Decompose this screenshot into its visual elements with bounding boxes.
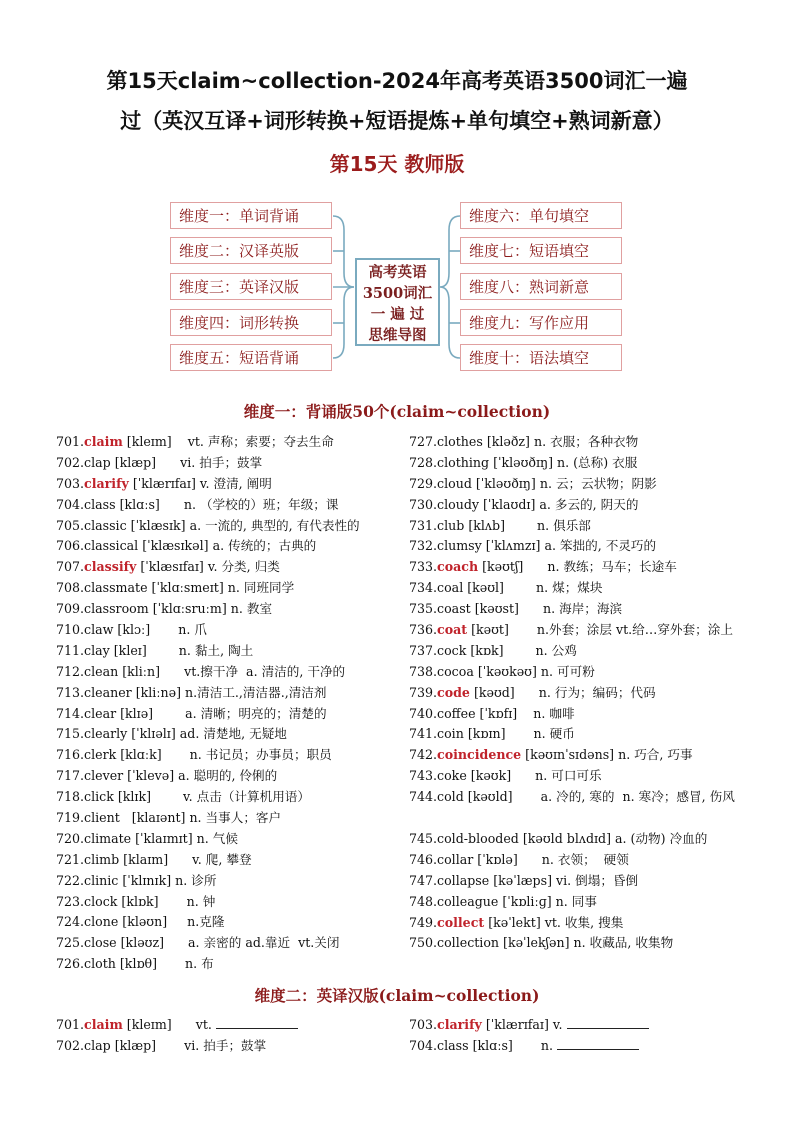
section-2-title: 维度二：英译汉版(claim~collection) bbox=[254, 986, 540, 1005]
entry-number: 719. bbox=[56, 810, 85, 826]
entry-number: 728. bbox=[409, 454, 438, 470]
page-title-line-1: 第15天claim~collection-2024年高考英语3500词汇一遍 bbox=[106, 69, 688, 93]
entry-word: collar bbox=[437, 851, 474, 867]
entry-word: coke bbox=[437, 768, 467, 784]
word-entry bbox=[56, 620, 360, 641]
word-entry bbox=[409, 1035, 649, 1056]
entry-word: coach bbox=[437, 559, 479, 575]
entry-definition: [kliːn] vt.擦干净 a. 清洁的, 干净的 bbox=[118, 663, 346, 679]
word-entry bbox=[409, 599, 741, 620]
entry-definition: [kliːnə] n.清洁工.,清洁器.,清洁剂 bbox=[131, 684, 327, 700]
exercise-list-left bbox=[56, 1014, 298, 1056]
entry-number: 740. bbox=[409, 705, 438, 721]
word-entry bbox=[409, 724, 741, 745]
word-entry bbox=[56, 724, 360, 745]
entry-number: 749. bbox=[409, 914, 438, 930]
word-entry bbox=[56, 954, 360, 975]
entry-number: 703. bbox=[409, 1017, 438, 1032]
entry-number: 709. bbox=[56, 601, 85, 617]
entry-number: 720. bbox=[56, 830, 85, 846]
entry-definition: [ˈklevə] a. 聪明的, 伶俐的 bbox=[123, 768, 278, 784]
word-entry bbox=[56, 516, 360, 537]
word-entry bbox=[409, 871, 741, 892]
entry-word: clean bbox=[84, 663, 119, 679]
entry-definition: [ˈklaʊdɪ] a. 多云的, 阴天的 bbox=[479, 496, 639, 512]
word-entry bbox=[409, 432, 741, 453]
mindmap-item: 维度八：熟词新意 bbox=[460, 273, 622, 300]
word-entry bbox=[56, 453, 360, 474]
section-1-title: 维度一：背诵版50个(claim~collection) bbox=[243, 402, 551, 421]
mindmap-center-line: 思维导图 bbox=[368, 327, 427, 344]
entry-word: clap bbox=[84, 454, 111, 470]
word-entry bbox=[56, 1035, 298, 1056]
entry-definition: [klɑːs] n. bbox=[468, 1037, 557, 1053]
word-entry bbox=[409, 850, 741, 871]
mindmap-item: 维度六：单句填空 bbox=[460, 202, 622, 229]
entry-definition: [kəʊld] a. 冷的, 寒的 n. 寒冷；感冒, 伤风 bbox=[463, 789, 735, 805]
entry-word: coffee bbox=[437, 705, 476, 721]
entry-word: collect bbox=[437, 914, 485, 930]
entry-number: 705. bbox=[56, 517, 85, 533]
word-list-right bbox=[409, 432, 741, 954]
word-entry bbox=[409, 516, 741, 537]
entry-definition: [ˈklɑːsruːm] n. 教室 bbox=[148, 601, 273, 617]
entry-definition: [kleɪm] vt. bbox=[122, 1017, 216, 1032]
entry-definition: [ˈkɒlə] n. 衣领； 硬领 bbox=[473, 851, 629, 867]
entry-word: cold-blooded bbox=[437, 830, 519, 846]
entry-word: clearly bbox=[84, 726, 128, 742]
mindmap-item: 维度五：短语背诵 bbox=[170, 344, 332, 371]
entry-word: claw bbox=[84, 622, 114, 638]
mindmap-item: 维度一：单词背诵 bbox=[170, 202, 332, 229]
entry-word: clay bbox=[84, 642, 110, 658]
word-entry bbox=[56, 871, 360, 892]
entry-definition: [ˈklærɪfaɪ] v. bbox=[481, 1017, 567, 1032]
entry-definition: [kəʊld blʌdɪd] a. (动物) 冷血的 bbox=[518, 830, 708, 846]
mindmap-item: 维度七：短语填空 bbox=[460, 237, 622, 264]
entry-word: cleaner bbox=[84, 684, 132, 700]
entry-word: clarify bbox=[437, 1017, 482, 1032]
entry-word: cloth bbox=[84, 956, 116, 972]
word-entry bbox=[409, 662, 741, 683]
word-entry bbox=[56, 1014, 298, 1035]
entry-definition: [ˈkɒfɪ] n. 咖啡 bbox=[475, 705, 575, 721]
entry-number: 723. bbox=[56, 893, 85, 909]
entry-number: 717. bbox=[56, 768, 85, 784]
word-entry bbox=[56, 474, 360, 495]
word-entry bbox=[56, 536, 360, 557]
entry-number: 738. bbox=[409, 663, 438, 679]
word-entry bbox=[56, 495, 360, 516]
entry-definition: [ˈklærɪfaɪ] v. 澄清, 阐明 bbox=[128, 475, 272, 491]
entry-number: 750. bbox=[409, 935, 438, 951]
entry-word: club bbox=[437, 517, 465, 533]
word-entry bbox=[56, 683, 360, 704]
word-entry bbox=[56, 766, 360, 787]
entry-word: clothing bbox=[437, 454, 490, 470]
entry-definition: [klɔː] n. 爪 bbox=[113, 622, 207, 638]
entry-definition: [klɑːs] n. （学校的）班；年级；课 bbox=[115, 496, 339, 512]
answer-blank[interactable] bbox=[567, 1016, 649, 1029]
entry-word: classic bbox=[84, 517, 127, 533]
entry-definition: [klaɪənt] n. 当事人；客户 bbox=[119, 810, 282, 826]
word-entry bbox=[409, 495, 741, 516]
word-list-left bbox=[56, 432, 360, 975]
mindmap-center-line: 3500词汇 bbox=[362, 285, 433, 302]
entry-word: clone bbox=[84, 914, 119, 930]
entry-definition: [kɒk] n. 公鸡 bbox=[466, 642, 577, 658]
entry-number: 702. bbox=[56, 1037, 85, 1053]
word-entry bbox=[409, 933, 741, 954]
entry-word: classify bbox=[84, 559, 137, 575]
entry-word: colleague bbox=[437, 893, 499, 909]
word-entry bbox=[409, 474, 741, 495]
entry-word: code bbox=[437, 684, 470, 700]
entry-number: 714. bbox=[56, 705, 85, 721]
entry-word: close bbox=[84, 935, 117, 951]
entry-number: 726. bbox=[56, 956, 85, 972]
entry-word: classical bbox=[84, 538, 139, 554]
word-entry bbox=[409, 766, 741, 787]
entry-word: cloudy bbox=[437, 496, 479, 512]
word-entry bbox=[409, 683, 741, 704]
entry-word: clap bbox=[84, 1037, 111, 1053]
entry-number: 746. bbox=[409, 851, 438, 867]
entry-definition: [kəʊst] n. 海岸；海滨 bbox=[470, 601, 623, 617]
entry-word: climate bbox=[84, 830, 132, 846]
word-entry bbox=[56, 808, 360, 829]
entry-definition: [ˈklæsɪk] a. 一流的, 典型的, 有代表性的 bbox=[126, 517, 360, 533]
entry-number: 741. bbox=[409, 726, 438, 742]
word-entry bbox=[56, 933, 360, 954]
mindmap-item: 维度九：写作应用 bbox=[460, 309, 622, 336]
entry-definition: [kləʊz] a. 亲密的 ad.靠近 vt.关闭 bbox=[116, 935, 340, 951]
entry-definition: [kleɪ] n. 黏土, 陶土 bbox=[109, 642, 254, 658]
entry-definition: [kəʊɪnˈsɪdəns] n. 巧合, 巧事 bbox=[521, 747, 693, 763]
entry-word: collapse bbox=[437, 872, 490, 888]
entry-number: 734. bbox=[409, 580, 438, 596]
word-entry bbox=[56, 662, 360, 683]
entry-word: class bbox=[437, 1037, 469, 1053]
word-entry bbox=[56, 892, 360, 913]
entry-word: claim bbox=[84, 434, 123, 449]
entry-definition: [kəʊtʃ] n. 教练；马车；长途车 bbox=[478, 559, 677, 575]
entry-number: 704. bbox=[409, 1037, 438, 1053]
mindmap-center-line: 一 遍 过 bbox=[370, 306, 425, 323]
entry-definition: [ˈklɪəlɪ] ad. 清楚地, 无疑地 bbox=[127, 726, 287, 742]
entry-definition: [ˈklɪnɪk] n. 诊所 bbox=[118, 872, 217, 888]
entry-definition: [ˈkəʊkəʊ] n. 可可粉 bbox=[473, 663, 595, 679]
entry-definition: [kəˈlekʃən] n. 收藏品, 收集物 bbox=[499, 935, 674, 951]
mindmap-item: 维度四：词形转换 bbox=[170, 309, 332, 336]
entry-definition: [klɑːk] n. 书记员；办事员；职员 bbox=[116, 747, 332, 763]
entry-number: 736. bbox=[409, 622, 438, 638]
entry-number: 706. bbox=[56, 538, 85, 554]
entry-word: client bbox=[84, 810, 120, 826]
entry-number: 713. bbox=[56, 684, 85, 700]
entry-definition: [klʌb] n. 俱乐部 bbox=[464, 517, 591, 533]
entry-definition: [ˈklæsɪfaɪ] v. 分类, 归类 bbox=[136, 559, 280, 575]
entry-number: 702. bbox=[56, 454, 85, 470]
entry-word: coincidence bbox=[437, 747, 522, 763]
page-subtitle: 第15天 教师版 bbox=[329, 152, 465, 176]
entry-definition: [ˈkɒliːɡ] n. 同事 bbox=[498, 893, 597, 909]
entry-number: 708. bbox=[56, 580, 85, 596]
entry-definition: [kəʊl] n. 煤；煤块 bbox=[463, 580, 603, 596]
entry-word: cloud bbox=[437, 475, 472, 491]
entry-word: click bbox=[84, 789, 114, 805]
word-entry bbox=[56, 745, 360, 766]
entry-word: coin bbox=[437, 726, 464, 742]
word-entry bbox=[409, 578, 741, 599]
entry-definition: [ˈkləʊðɪŋ] n. 云；云状物；阴影 bbox=[471, 475, 657, 491]
entry-definition: [kleɪm] vt. 声称；索要；夺去生命 bbox=[122, 434, 334, 449]
entry-word: cocoa bbox=[437, 663, 474, 679]
entry-number: 748. bbox=[409, 893, 438, 909]
entry-number: 727. bbox=[409, 434, 438, 449]
word-entry bbox=[409, 620, 741, 641]
word-entry bbox=[409, 745, 741, 766]
entry-definition: [ˈklæsɪkəl] a. 传统的；古典的 bbox=[138, 538, 317, 554]
entry-definition: [klɒk] n. 钟 bbox=[117, 893, 216, 909]
entry-number: 701. bbox=[56, 1017, 85, 1032]
entry-number: 704. bbox=[56, 496, 85, 512]
entry-definition: [klæp] vi. 拍手；鼓掌 bbox=[110, 454, 263, 470]
entry-number: 745. bbox=[409, 830, 438, 846]
entry-definition: [klɒθ] n. 布 bbox=[115, 956, 214, 972]
entry-number: 735. bbox=[409, 601, 438, 617]
entry-definition: [kəʊd] n. 行为；编码；代码 bbox=[469, 684, 656, 700]
entry-word: clear bbox=[84, 705, 117, 721]
entry-number: 742. bbox=[409, 747, 438, 763]
entry-definition: [kɒɪn] n. 硬币 bbox=[463, 726, 575, 742]
page-title-line-2: 过（英汉互译+词形转换+短语提炼+单句填空+熟词新意） bbox=[120, 109, 674, 133]
mindmap-item: 维度三：英译汉版 bbox=[170, 273, 332, 300]
word-entry bbox=[409, 641, 741, 662]
entry-word: clever bbox=[84, 768, 124, 784]
entry-word: coat bbox=[437, 622, 468, 638]
answer-blank[interactable] bbox=[557, 1037, 639, 1050]
entry-definition: [kəʊt] n.外套；涂层 vt.给…穿外套；涂上 bbox=[467, 622, 733, 638]
entry-word: classroom bbox=[84, 601, 149, 617]
word-entry bbox=[409, 913, 741, 934]
word-entry bbox=[56, 850, 360, 871]
entry-number: 743. bbox=[409, 768, 438, 784]
entry-number: 703. bbox=[56, 475, 85, 491]
entry-number: 712. bbox=[56, 663, 85, 679]
entry-number: 718. bbox=[56, 789, 85, 805]
entry-number: 733. bbox=[409, 559, 438, 575]
entry-definition: [kəˈlekt] vt. 收集, 搜集 bbox=[484, 914, 624, 930]
word-entry bbox=[56, 641, 360, 662]
entry-number: 711. bbox=[56, 642, 85, 658]
word-entry bbox=[56, 599, 360, 620]
mindmap-item: 维度十：语法填空 bbox=[460, 344, 622, 371]
mindmap-item: 维度二：汉译英版 bbox=[170, 237, 332, 264]
entry-word: collection bbox=[437, 935, 500, 951]
entry-number: 724. bbox=[56, 914, 85, 930]
entry-definition: [ˈklʌmzɪ] a. 笨拙的, 不灵巧的 bbox=[481, 538, 657, 554]
entry-number: 715. bbox=[56, 726, 85, 742]
entry-word: classmate bbox=[84, 580, 148, 596]
word-entry bbox=[56, 557, 360, 578]
entry-definition: [ˈklɑːsmeɪt] n. 同班同学 bbox=[147, 580, 295, 596]
entry-number: 701. bbox=[56, 434, 85, 449]
word-entry bbox=[56, 704, 360, 725]
entry-number: 731. bbox=[409, 517, 438, 533]
entry-number: 739. bbox=[409, 684, 438, 700]
entry-definition: [klɪə] a. 清晰；明亮的；清楚的 bbox=[116, 705, 327, 721]
entry-definition: [klæp] vi. 拍手；鼓掌 bbox=[110, 1037, 267, 1053]
entry-number: 721. bbox=[56, 851, 85, 867]
word-entry bbox=[409, 787, 741, 829]
word-entry bbox=[409, 557, 741, 578]
entry-word: cock bbox=[437, 642, 467, 658]
entry-number: 725. bbox=[56, 935, 85, 951]
exercise-list-right bbox=[409, 1014, 649, 1056]
word-entry bbox=[56, 578, 360, 599]
entry-word: clock bbox=[84, 893, 118, 909]
entry-word: claim bbox=[84, 1017, 123, 1032]
entry-definition: [ˈkləʊðɪŋ] n. (总称) 衣服 bbox=[489, 454, 638, 470]
answer-blank[interactable] bbox=[216, 1016, 298, 1029]
word-entry bbox=[56, 787, 360, 808]
entry-definition: [kəˈlæps] vi. 倒塌；昏倒 bbox=[489, 872, 639, 888]
entry-number: 732. bbox=[409, 538, 438, 554]
word-entry bbox=[56, 829, 360, 850]
entry-definition: [klaɪm] v. 爬, 攀登 bbox=[119, 851, 252, 867]
word-entry bbox=[409, 704, 741, 725]
entry-number: 722. bbox=[56, 872, 85, 888]
word-entry bbox=[409, 453, 741, 474]
entry-number: 710. bbox=[56, 622, 85, 638]
entry-word: cold bbox=[437, 789, 464, 805]
entry-definition: [klɪk] v. 点击（计算机用语） bbox=[113, 789, 310, 805]
entry-word: clarify bbox=[84, 475, 129, 491]
word-entry bbox=[409, 1014, 649, 1035]
entry-word: class bbox=[84, 496, 116, 512]
entry-definition: [kəʊk] n. 可口可乐 bbox=[466, 768, 602, 784]
word-entry bbox=[56, 912, 360, 933]
mindmap-connectors bbox=[330, 200, 466, 375]
entry-number: 707. bbox=[56, 559, 85, 575]
entry-number: 729. bbox=[409, 475, 438, 491]
entry-definition: [kləʊn] n.克隆 bbox=[118, 914, 225, 930]
entry-word: coast bbox=[437, 601, 471, 617]
entry-number: 744. bbox=[409, 789, 438, 805]
entry-definition: [kləðz] n. 衣服；各种衣物 bbox=[482, 434, 639, 449]
entry-number: 747. bbox=[409, 872, 438, 888]
word-entry bbox=[409, 892, 741, 913]
entry-word: coal bbox=[437, 580, 464, 596]
word-entry bbox=[409, 829, 741, 850]
entry-word: clerk bbox=[84, 747, 117, 763]
entry-definition: [ˈklaɪmɪt] n. 气候 bbox=[131, 830, 238, 846]
entry-number: 716. bbox=[56, 747, 85, 763]
entry-word: clumsy bbox=[437, 538, 482, 554]
entry-word: clinic bbox=[84, 872, 119, 888]
entry-word: clothes bbox=[437, 434, 483, 449]
entry-number: 737. bbox=[409, 642, 438, 658]
entry-word: climb bbox=[84, 851, 120, 867]
word-entry bbox=[56, 432, 360, 453]
entry-number: 730. bbox=[409, 496, 438, 512]
word-entry bbox=[409, 536, 741, 557]
mindmap-center-line: 高考英语 bbox=[368, 264, 427, 281]
